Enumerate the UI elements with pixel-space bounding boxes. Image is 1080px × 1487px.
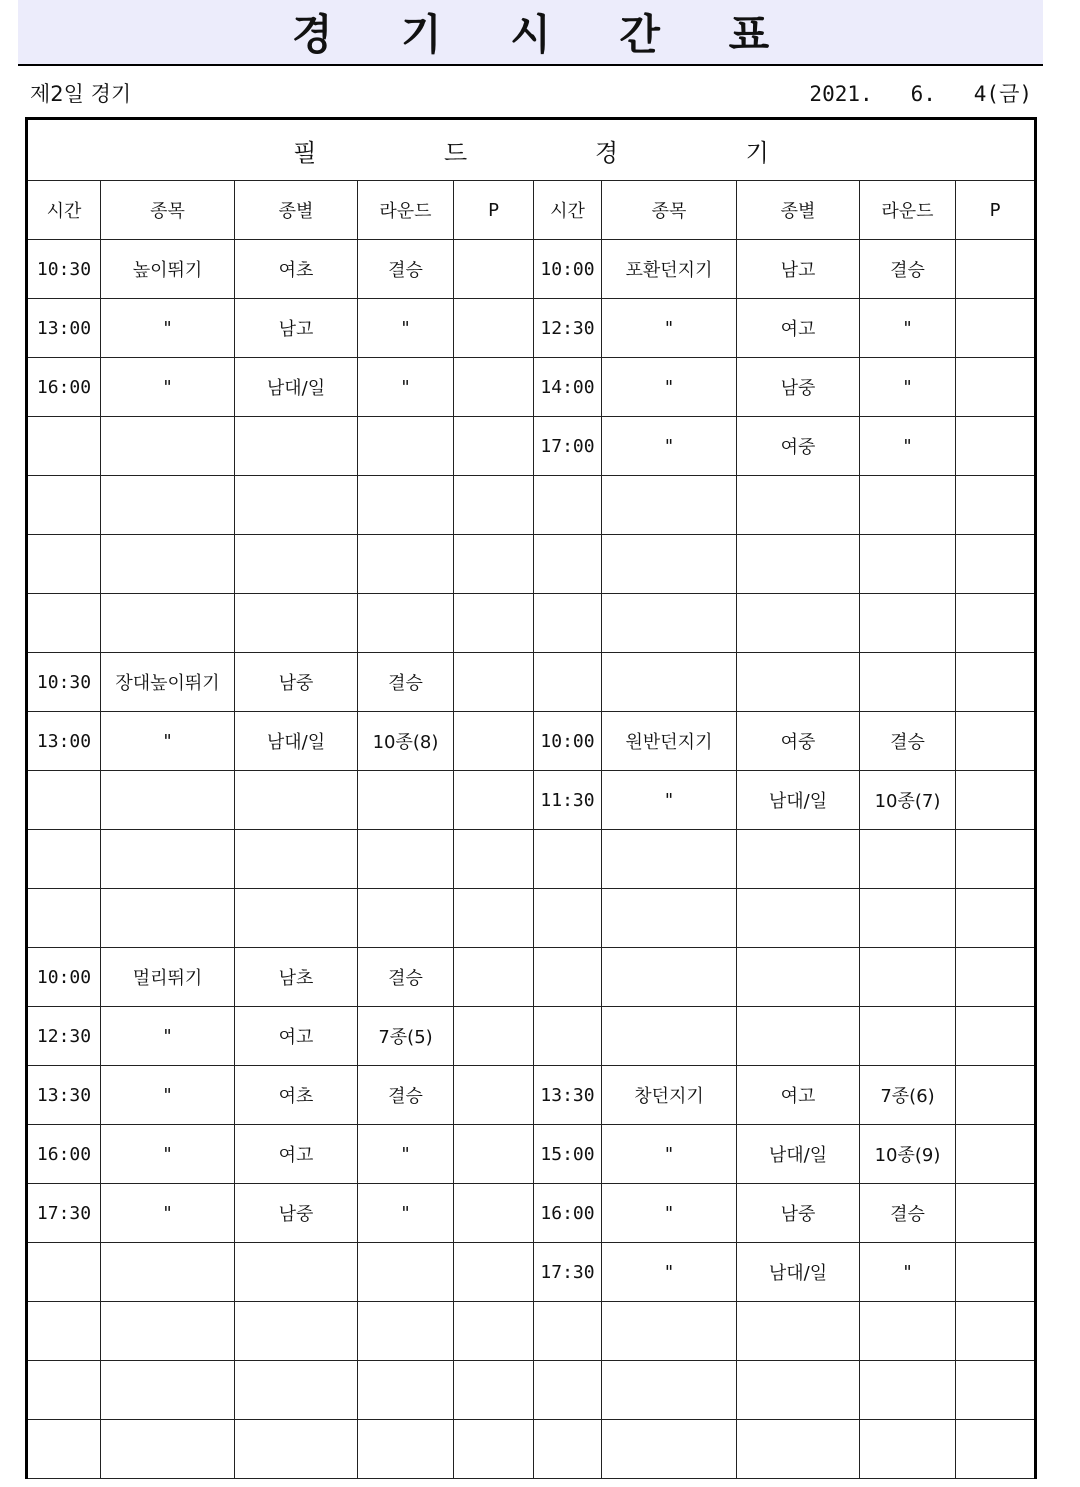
- event-p-cell: [454, 1184, 534, 1243]
- event-time-cell: 16:00: [534, 1184, 602, 1243]
- event-time-cell: [27, 830, 101, 889]
- event-category-cell: [737, 830, 860, 889]
- table-row: [27, 240, 1036, 299]
- event-round-cell: [860, 653, 956, 712]
- event-name-cell: ": [101, 1007, 235, 1066]
- event-category-cell: 남중: [737, 358, 860, 417]
- event-p-cell: [454, 240, 534, 299]
- table-row: [27, 1125, 1036, 1184]
- event-p-cell: [956, 299, 1036, 358]
- event-category-cell: [235, 1361, 358, 1420]
- event-round-cell: ": [860, 417, 956, 476]
- column-header: 종목: [602, 181, 737, 240]
- event-time-cell: [27, 1302, 101, 1361]
- event-name-cell: ": [602, 417, 737, 476]
- event-round-cell: 결승: [860, 240, 956, 299]
- event-category-cell: [737, 889, 860, 948]
- event-category-cell: [235, 1243, 358, 1302]
- column-header: P: [454, 181, 534, 240]
- event-p-cell: [956, 712, 1036, 771]
- event-category-cell: 남대/일: [235, 358, 358, 417]
- table-row: [27, 1007, 1036, 1066]
- event-round-cell: 결승: [358, 653, 454, 712]
- event-round-cell: 결승: [358, 240, 454, 299]
- event-time-cell: [534, 1361, 602, 1420]
- event-round-cell: [860, 1361, 956, 1420]
- event-name-cell: ": [101, 1125, 235, 1184]
- event-name-cell: [602, 889, 737, 948]
- event-category-cell: [235, 1420, 358, 1479]
- event-name-cell: [101, 1420, 235, 1479]
- table-row: [27, 771, 1036, 830]
- event-p-cell: [956, 1302, 1036, 1361]
- table-row: [27, 712, 1036, 771]
- event-p-cell: [956, 1420, 1036, 1479]
- event-name-cell: [101, 1361, 235, 1420]
- column-header: 라운드: [358, 181, 454, 240]
- event-round-cell: [860, 1302, 956, 1361]
- event-p-cell: [956, 240, 1036, 299]
- event-category-cell: 남중: [235, 653, 358, 712]
- event-category-cell: [235, 476, 358, 535]
- event-category-cell: [235, 417, 358, 476]
- schedule-table: [25, 117, 1037, 1479]
- event-p-cell: [454, 1243, 534, 1302]
- event-p-cell: [956, 476, 1036, 535]
- event-time-cell: [534, 1420, 602, 1479]
- event-category-cell: 남대/일: [737, 1243, 860, 1302]
- event-category-cell: [737, 653, 860, 712]
- event-round-cell: [358, 1420, 454, 1479]
- event-name-cell: 창던지기: [602, 1066, 737, 1125]
- event-p-cell: [454, 1302, 534, 1361]
- event-round-cell: [358, 1361, 454, 1420]
- event-p-cell: [454, 830, 534, 889]
- event-p-cell: [454, 535, 534, 594]
- event-name-cell: ": [602, 1184, 737, 1243]
- event-time-cell: 13:30: [27, 1066, 101, 1125]
- event-round-cell: [358, 417, 454, 476]
- header-row: [27, 181, 1036, 240]
- event-name-cell: ": [101, 358, 235, 417]
- event-name-cell: 원반던지기: [602, 712, 737, 771]
- table-row: [27, 417, 1036, 476]
- table-row: [27, 1184, 1036, 1243]
- event-category-cell: 여중: [737, 417, 860, 476]
- event-round-cell: [860, 594, 956, 653]
- event-name-cell: [101, 476, 235, 535]
- column-header: 종목: [101, 181, 235, 240]
- event-round-cell: ": [860, 1243, 956, 1302]
- event-category-cell: [235, 1302, 358, 1361]
- event-round-cell: ": [358, 1125, 454, 1184]
- event-p-cell: [956, 1066, 1036, 1125]
- event-round-cell: ": [860, 299, 956, 358]
- table-row: [27, 889, 1036, 948]
- event-category-cell: 남대/일: [235, 712, 358, 771]
- event-p-cell: [956, 1184, 1036, 1243]
- event-time-cell: 13:00: [27, 712, 101, 771]
- event-p-cell: [454, 476, 534, 535]
- event-round-cell: 결승: [860, 712, 956, 771]
- table-row: [27, 1361, 1036, 1420]
- event-time-cell: [534, 948, 602, 1007]
- event-name-cell: 높이뛰기: [101, 240, 235, 299]
- event-time-cell: [534, 535, 602, 594]
- day-label: 제2일 경기: [30, 82, 132, 106]
- event-p-cell: [454, 1066, 534, 1125]
- event-category-cell: 남중: [737, 1184, 860, 1243]
- event-time-cell: 16:00: [27, 358, 101, 417]
- event-category-cell: [737, 594, 860, 653]
- event-category-cell: 남대/일: [737, 1125, 860, 1184]
- event-category-cell: 여중: [737, 712, 860, 771]
- event-name-cell: ": [602, 1243, 737, 1302]
- event-round-cell: 10종(9): [860, 1125, 956, 1184]
- event-p-cell: [956, 594, 1036, 653]
- event-name-cell: ": [101, 1066, 235, 1125]
- event-p-cell: [454, 771, 534, 830]
- event-category-cell: [235, 771, 358, 830]
- event-p-cell: [454, 299, 534, 358]
- event-time-cell: [534, 1007, 602, 1066]
- table-row: [27, 476, 1036, 535]
- event-p-cell: [454, 358, 534, 417]
- date-label: 2021. 6. 4(금): [809, 82, 1032, 106]
- event-round-cell: [860, 889, 956, 948]
- event-round-cell: [358, 476, 454, 535]
- column-header: P: [956, 181, 1036, 240]
- table-row: [27, 830, 1036, 889]
- event-time-cell: 11:30: [534, 771, 602, 830]
- event-round-cell: [860, 948, 956, 1007]
- event-name-cell: [602, 830, 737, 889]
- event-time-cell: [27, 889, 101, 948]
- event-round-cell: 결승: [358, 948, 454, 1007]
- event-p-cell: [956, 1243, 1036, 1302]
- event-name-cell: [602, 948, 737, 1007]
- event-p-cell: [956, 535, 1036, 594]
- section-row: [27, 119, 1036, 181]
- event-round-cell: [860, 1007, 956, 1066]
- event-time-cell: 17:30: [534, 1243, 602, 1302]
- event-round-cell: ": [358, 358, 454, 417]
- event-time-cell: 17:00: [534, 417, 602, 476]
- column-header: 시간: [27, 181, 101, 240]
- event-time-cell: [27, 771, 101, 830]
- event-round-cell: [860, 830, 956, 889]
- event-p-cell: [956, 771, 1036, 830]
- event-time-cell: [534, 830, 602, 889]
- event-name-cell: [602, 1420, 737, 1479]
- event-name-cell: ": [602, 1125, 737, 1184]
- event-time-cell: [534, 653, 602, 712]
- event-category-cell: [737, 1420, 860, 1479]
- event-p-cell: [956, 1007, 1036, 1066]
- page-title: 경 기 시 간 표: [291, 10, 797, 59]
- table-row: [27, 594, 1036, 653]
- column-header: 시간: [534, 181, 602, 240]
- event-time-cell: [27, 594, 101, 653]
- table-row: [27, 653, 1036, 712]
- event-p-cell: [956, 830, 1036, 889]
- event-name-cell: [101, 1243, 235, 1302]
- event-category-cell: [235, 594, 358, 653]
- event-time-cell: [534, 889, 602, 948]
- table-row: [27, 1302, 1036, 1361]
- event-time-cell: 13:00: [27, 299, 101, 358]
- event-round-cell: [358, 771, 454, 830]
- event-category-cell: 여고: [737, 299, 860, 358]
- event-round-cell: [860, 1420, 956, 1479]
- event-name-cell: [101, 1302, 235, 1361]
- event-name-cell: 장대높이뛰기: [101, 653, 235, 712]
- event-round-cell: 7종(6): [860, 1066, 956, 1125]
- event-p-cell: [454, 889, 534, 948]
- event-category-cell: [235, 535, 358, 594]
- event-category-cell: [737, 1361, 860, 1420]
- event-category-cell: 남중: [235, 1184, 358, 1243]
- event-round-cell: [860, 535, 956, 594]
- section-title: 필 드 경 기: [27, 119, 1036, 181]
- event-name-cell: 멀리뛰기: [101, 948, 235, 1007]
- event-name-cell: ": [101, 712, 235, 771]
- event-p-cell: [454, 1125, 534, 1184]
- event-time-cell: [27, 1361, 101, 1420]
- event-p-cell: [454, 417, 534, 476]
- event-name-cell: [101, 417, 235, 476]
- column-header: 종별: [737, 181, 860, 240]
- title-bar: [18, 0, 1043, 66]
- event-time-cell: [534, 594, 602, 653]
- event-name-cell: [101, 830, 235, 889]
- event-time-cell: [27, 1420, 101, 1479]
- event-round-cell: 10종(8): [358, 712, 454, 771]
- table-row: [27, 299, 1036, 358]
- event-name-cell: [602, 476, 737, 535]
- event-round-cell: [358, 1243, 454, 1302]
- event-p-cell: [956, 358, 1036, 417]
- event-time-cell: 17:30: [27, 1184, 101, 1243]
- event-category-cell: [737, 1007, 860, 1066]
- event-name-cell: [602, 1302, 737, 1361]
- event-time-cell: [27, 417, 101, 476]
- event-round-cell: ": [358, 1184, 454, 1243]
- event-round-cell: [358, 1302, 454, 1361]
- event-category-cell: [235, 830, 358, 889]
- event-category-cell: [235, 889, 358, 948]
- event-p-cell: [956, 889, 1036, 948]
- event-round-cell: 결승: [860, 1184, 956, 1243]
- event-round-cell: [860, 476, 956, 535]
- event-category-cell: [737, 948, 860, 1007]
- event-name-cell: ": [101, 299, 235, 358]
- event-category-cell: 여고: [235, 1007, 358, 1066]
- event-time-cell: 14:00: [534, 358, 602, 417]
- event-round-cell: ": [358, 299, 454, 358]
- event-time-cell: 10:30: [27, 240, 101, 299]
- table-row: [27, 358, 1036, 417]
- event-name-cell: [602, 1007, 737, 1066]
- event-p-cell: [956, 1361, 1036, 1420]
- event-category-cell: [737, 535, 860, 594]
- event-time-cell: 12:30: [534, 299, 602, 358]
- event-round-cell: 결승: [358, 1066, 454, 1125]
- event-p-cell: [956, 948, 1036, 1007]
- table-row: [27, 1420, 1036, 1479]
- event-name-cell: [602, 1361, 737, 1420]
- event-p-cell: [454, 653, 534, 712]
- table-row: [27, 948, 1036, 1007]
- event-category-cell: [737, 1302, 860, 1361]
- event-p-cell: [454, 948, 534, 1007]
- event-name-cell: ": [602, 358, 737, 417]
- event-name-cell: [602, 594, 737, 653]
- event-name-cell: ": [101, 1184, 235, 1243]
- event-category-cell: 여고: [235, 1125, 358, 1184]
- event-name-cell: [101, 535, 235, 594]
- event-name-cell: [101, 594, 235, 653]
- event-p-cell: [956, 1125, 1036, 1184]
- event-time-cell: [27, 535, 101, 594]
- event-name-cell: [602, 535, 737, 594]
- event-round-cell: [358, 594, 454, 653]
- event-time-cell: 10:00: [534, 712, 602, 771]
- event-round-cell: ": [860, 358, 956, 417]
- event-p-cell: [454, 712, 534, 771]
- event-round-cell: 7종(5): [358, 1007, 454, 1066]
- event-category-cell: 여고: [737, 1066, 860, 1125]
- event-name-cell: [101, 889, 235, 948]
- event-time-cell: [534, 476, 602, 535]
- event-category-cell: 여초: [235, 1066, 358, 1125]
- event-name-cell: ": [602, 771, 737, 830]
- event-time-cell: 12:30: [27, 1007, 101, 1066]
- event-category-cell: 여초: [235, 240, 358, 299]
- event-p-cell: [454, 1007, 534, 1066]
- event-category-cell: 남초: [235, 948, 358, 1007]
- event-time-cell: 16:00: [27, 1125, 101, 1184]
- event-time-cell: 10:30: [27, 653, 101, 712]
- table-row: [27, 1243, 1036, 1302]
- event-p-cell: [454, 1361, 534, 1420]
- column-header: 종별: [235, 181, 358, 240]
- event-round-cell: 10종(7): [860, 771, 956, 830]
- event-time-cell: 13:30: [534, 1066, 602, 1125]
- event-category-cell: 남대/일: [737, 771, 860, 830]
- event-category-cell: 남고: [737, 240, 860, 299]
- event-p-cell: [956, 417, 1036, 476]
- event-category-cell: 남고: [235, 299, 358, 358]
- event-time-cell: 10:00: [27, 948, 101, 1007]
- event-p-cell: [956, 653, 1036, 712]
- column-header: 라운드: [860, 181, 956, 240]
- event-time-cell: 15:00: [534, 1125, 602, 1184]
- table-row: [27, 1066, 1036, 1125]
- event-p-cell: [454, 1420, 534, 1479]
- event-category-cell: [737, 476, 860, 535]
- event-name-cell: [101, 771, 235, 830]
- event-time-cell: [27, 1243, 101, 1302]
- event-round-cell: [358, 889, 454, 948]
- event-time-cell: [534, 1302, 602, 1361]
- event-time-cell: [27, 476, 101, 535]
- event-round-cell: [358, 535, 454, 594]
- event-name-cell: 포환던지기: [602, 240, 737, 299]
- event-p-cell: [454, 594, 534, 653]
- event-round-cell: [358, 830, 454, 889]
- event-name-cell: [602, 653, 737, 712]
- event-time-cell: 10:00: [534, 240, 602, 299]
- table-row: [27, 535, 1036, 594]
- event-name-cell: ": [602, 299, 737, 358]
